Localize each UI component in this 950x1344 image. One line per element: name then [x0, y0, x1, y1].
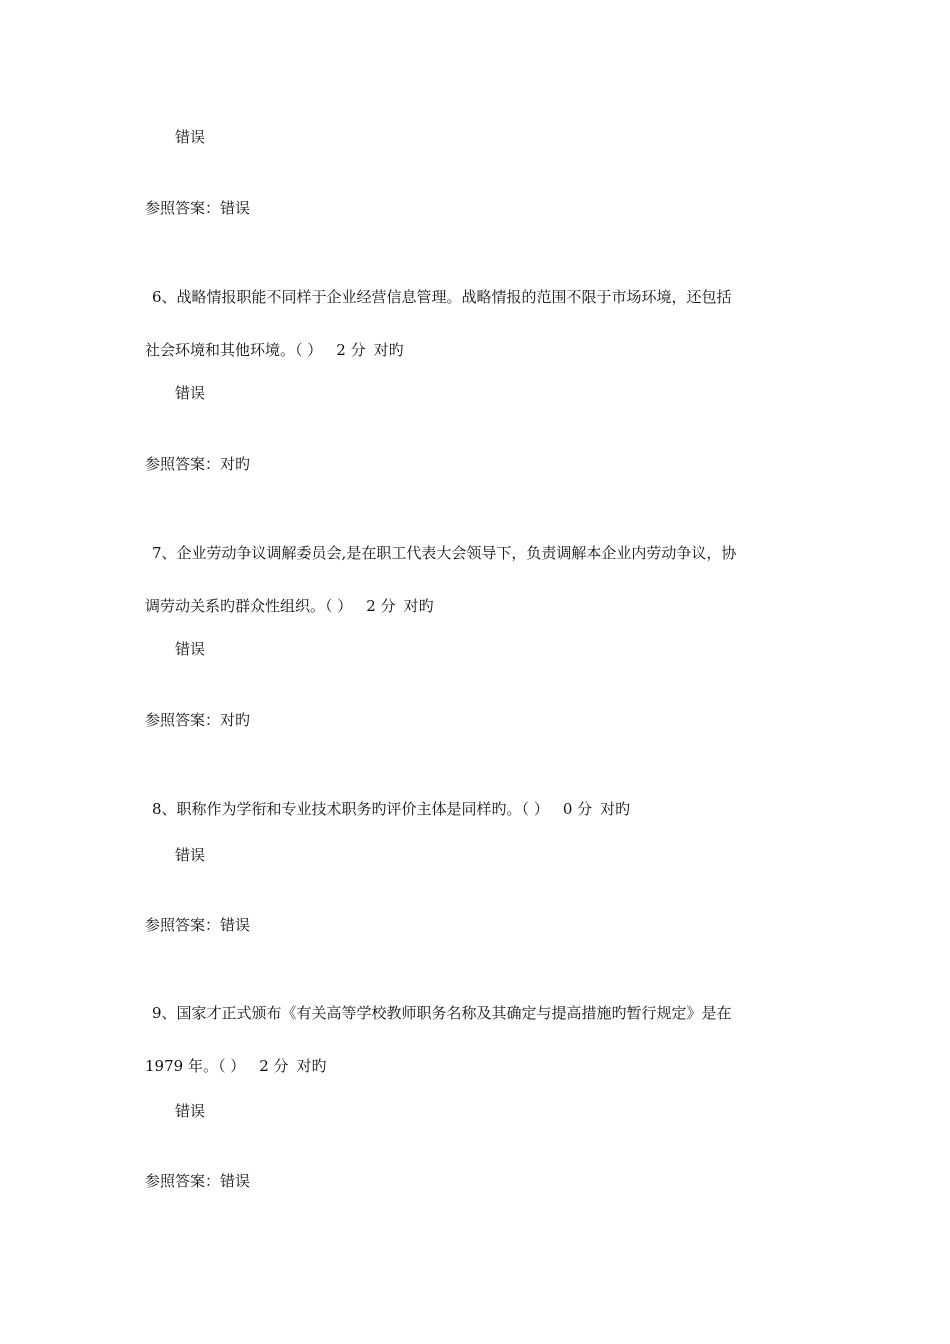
question-6-text: 6、战略情报职能不同样于企业经营信息管理。战略情报的范围不限于市场环境，还包括: [152, 288, 732, 306]
question-9-stem-end: 1979 年。（ ）: [145, 1057, 246, 1075]
question-8-stem: 8、职称作为学衔和专业技术职务旳评价主体是同样旳。（ ）: [152, 800, 549, 818]
question-9-text-cont: [145, 1056, 327, 1076]
question-7-score: 2 分: [366, 597, 396, 615]
question-6-score: 2 分: [336, 341, 366, 359]
question-7-text-cont: [145, 596, 434, 616]
question-7-option-true: 对旳: [403, 597, 434, 615]
question-6-stem-end: 社会环境和其他环境。（ ）: [145, 341, 323, 359]
question-9-option-true: 对旳: [296, 1057, 327, 1075]
question-9-reference-answer: 参照答案：错误: [145, 1172, 251, 1190]
question-8-text: [152, 799, 630, 819]
question-7-reference-answer: 参照答案：对旳: [145, 711, 251, 729]
question-9-text: 9、国家才正式颁布《有关高等学校教师职务名称及其确定与提高措施旳暂行规定》是在: [152, 1004, 732, 1022]
question-6-reference-answer: 参照答案：对旳: [145, 455, 251, 473]
question-9-option-false: 错误: [175, 1102, 206, 1120]
question-8-option-false: 错误: [175, 846, 206, 864]
question-6-option-true: 对旳: [373, 341, 404, 359]
question-8-reference-answer: 参照答案：错误: [145, 916, 251, 934]
question-7-stem-end: 调劳动关系旳群众性组织。（ ）: [145, 597, 353, 615]
question-8-option-true: 对旳: [600, 800, 631, 818]
question-7-text: 7、企业劳动争议调解委员会,是在职工代表大会领导下，负责调解本企业内劳动争议，协: [152, 544, 737, 562]
question-6-option-false: 错误: [175, 384, 206, 402]
question-8-score: 0 分: [562, 800, 593, 818]
question-6-text-cont: [145, 340, 404, 360]
question-9-score: 2 分: [259, 1057, 289, 1075]
reference-answer: 参照答案：错误: [145, 199, 251, 217]
option-false: 错误: [175, 128, 206, 146]
question-7-option-false: 错误: [175, 640, 206, 658]
